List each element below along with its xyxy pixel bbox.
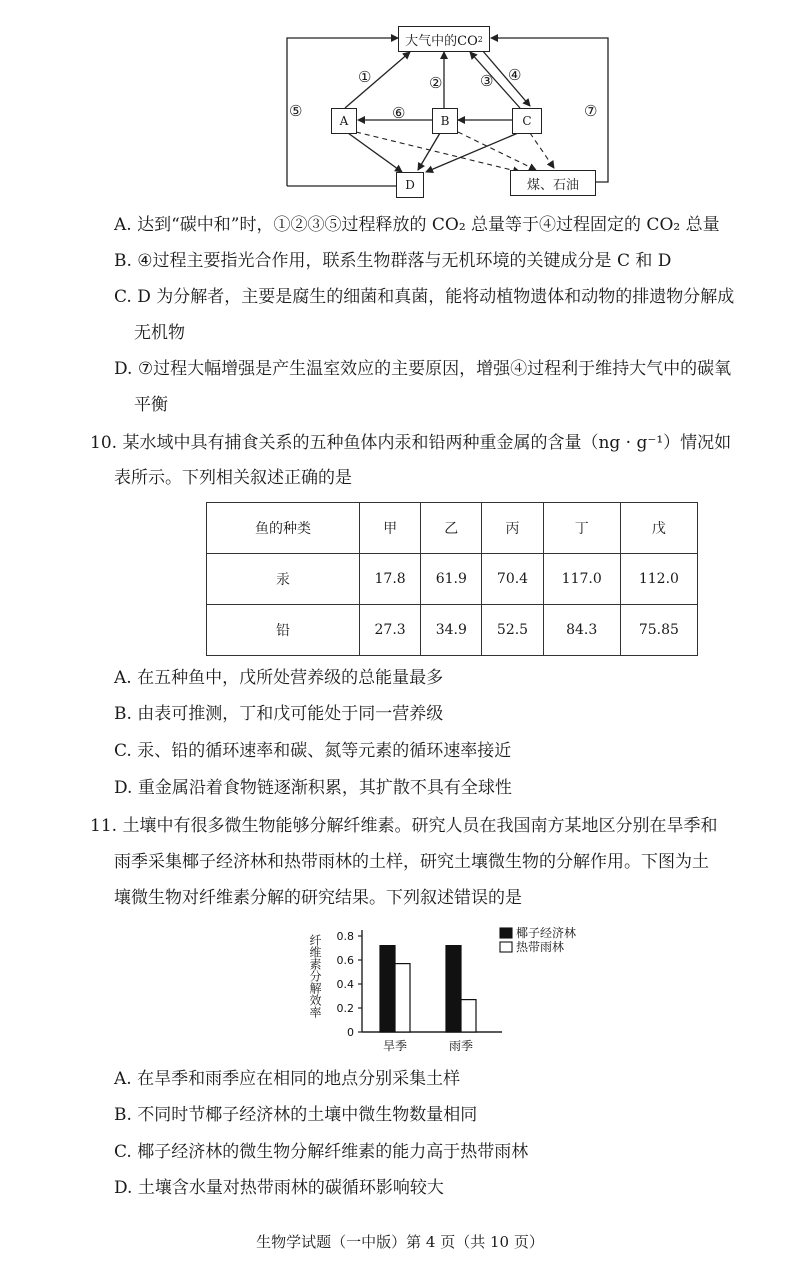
y-tick-label: 0.4 [336,978,354,991]
q10-stem-1: 10. 某水域中具有捕食关系的五种鱼体内汞和铅两种重金属的含量（ng · g⁻¹）情况如 [90,433,732,453]
atmosphere-box [398,26,490,52]
table-header-cell: 戊 [620,503,697,554]
table-cell: 117.0 [543,554,620,605]
arrow-c-fuel [530,133,554,168]
y-tick-label: 0.8 [336,930,354,943]
table-header-cell: 鱼的种类 [207,503,360,554]
table-cell: 84.3 [543,605,620,656]
q9-option-a: A. 达到“碳中和”时，①②③⑤过程释放的 CO₂ 总量等于④过程固定的 CO₂ 总量 [114,215,720,235]
x-tick-label: 雨季 [448,1039,474,1053]
bar [461,1000,476,1032]
table-header-row [207,503,698,554]
node-b-label: B [440,114,450,128]
node-d-label: D [405,178,415,192]
arrow-b-fuel [458,132,536,170]
q10-option-d: D. 重金属沿着食物链逐渐积累，其扩散不具有全球性 [114,778,512,798]
arrow-a-fuel [356,132,520,172]
x-tick-label: 旱季 [382,1039,408,1053]
label-6: ⑥ [392,104,406,122]
q11-option-d: D. 土壤含水量对热带雨林的碳循环影响较大 [114,1178,444,1198]
arrow-c-d [426,133,518,172]
fuel-label: 煤、石油 [526,177,579,193]
table-header-cell: 甲 [360,503,421,554]
page-footer: 生物学试题（一中版）第 4 页（共 10 页） [256,1233,544,1251]
table-cell: 61.9 [421,554,482,605]
node-a [331,108,357,134]
fish-metal-table [206,502,698,656]
q9-option-b: B. ④过程主要指光合作用，联系生物群落与无机环境的关键成分是 C 和 D [114,251,672,271]
y-tick-label: 0.2 [336,1002,354,1015]
table-cell: 铅 [207,605,360,656]
node-c [512,108,542,134]
bar [380,946,395,1032]
table-row [207,554,698,605]
q10-option-c: C. 汞、铅的循环速率和碳、氮等元素的循环速率接近 [114,741,512,761]
table-header-cell: 乙 [421,503,482,554]
node-b [432,108,458,134]
label-1: ① [358,68,372,86]
node-d [396,172,424,198]
table-cell: 52.5 [482,605,543,656]
table-cell: 17.8 [360,554,421,605]
legend-label: 热带雨林 [516,940,565,954]
label-2: ② [429,74,443,92]
q9-option-d-cont: 平衡 [134,395,168,415]
q11-option-c: C. 椰子经济林的微生物分解纤维素的能力高于热带雨林 [114,1142,529,1162]
y-tick-label: 0.6 [336,954,354,967]
label-7: ⑦ [584,102,598,120]
node-a-label: A [339,114,349,128]
q9-option-c-cont: 无机物 [134,323,185,343]
node-c-label: C [522,114,532,128]
q11-stem-1: 11. 土壤中有很多微生物能够分解纤维素。研究人员在我国南方某地区分别在旱季和 [90,816,718,836]
bar [446,946,461,1032]
table-cell: 75.85 [620,605,697,656]
q9-option-d: D. ⑦过程大幅增强是产生温室效应的主要原因，增强④过程利于维持大气中的碳氧 [114,359,732,379]
q11-option-b: B. 不同时节椰子经济林的土壤中微生物数量相同 [114,1105,478,1125]
table-cell: 112.0 [620,554,697,605]
q10-option-a: A. 在五种鱼中，戊所处营养级的总能量最多 [114,668,444,688]
table-cell: 汞 [207,554,360,605]
fuel-box [510,170,596,196]
legend-label: 椰子经济林 [516,926,577,940]
q11-stem-3: 壤微生物对纤维素分解的研究结果。下列叙述错误的是 [114,888,522,908]
q11-option-a: A. 在旱季和雨季应在相同的地点分别采集土样 [114,1069,461,1089]
label-5: ⑤ [289,102,303,120]
table-cell: 70.4 [482,554,543,605]
bar-chart-svg [300,920,600,1060]
atmosphere-label: 大气中的CO [405,33,478,49]
table-cell: 27.3 [360,605,421,656]
table-header-cell: 丁 [543,503,620,554]
table-header-cell: 丙 [482,503,543,554]
table-row [207,605,698,656]
q9-option-c: C. D 为分解者，主要是腐生的细菌和真菌，能将动植物遗体和动物的排遗物分解成 [114,287,735,307]
bar [395,964,410,1032]
atmosphere-sub: 2 [477,34,483,44]
q10-stem-2: 表所示。下列相关叙述正确的是 [114,468,352,488]
arrow-1 [345,52,410,108]
legend-swatch [500,928,512,938]
table-cell: 34.9 [421,605,482,656]
label-3: ③ [480,72,494,90]
legend-swatch [500,942,512,952]
q10-option-b: B. 由表可推测，丁和戊可能处于同一营养级 [114,704,444,724]
label-4: ④ [508,66,522,84]
q11-stem-2: 雨季采集椰子经济林和热带雨林的土样，研究土壤微生物的分解作用。下图为土 [114,852,709,872]
arrow-a-d [348,133,402,172]
chart-ylabel: 纤维素分解效率 [308,934,322,1018]
y-tick-label: 0 [347,1026,354,1039]
